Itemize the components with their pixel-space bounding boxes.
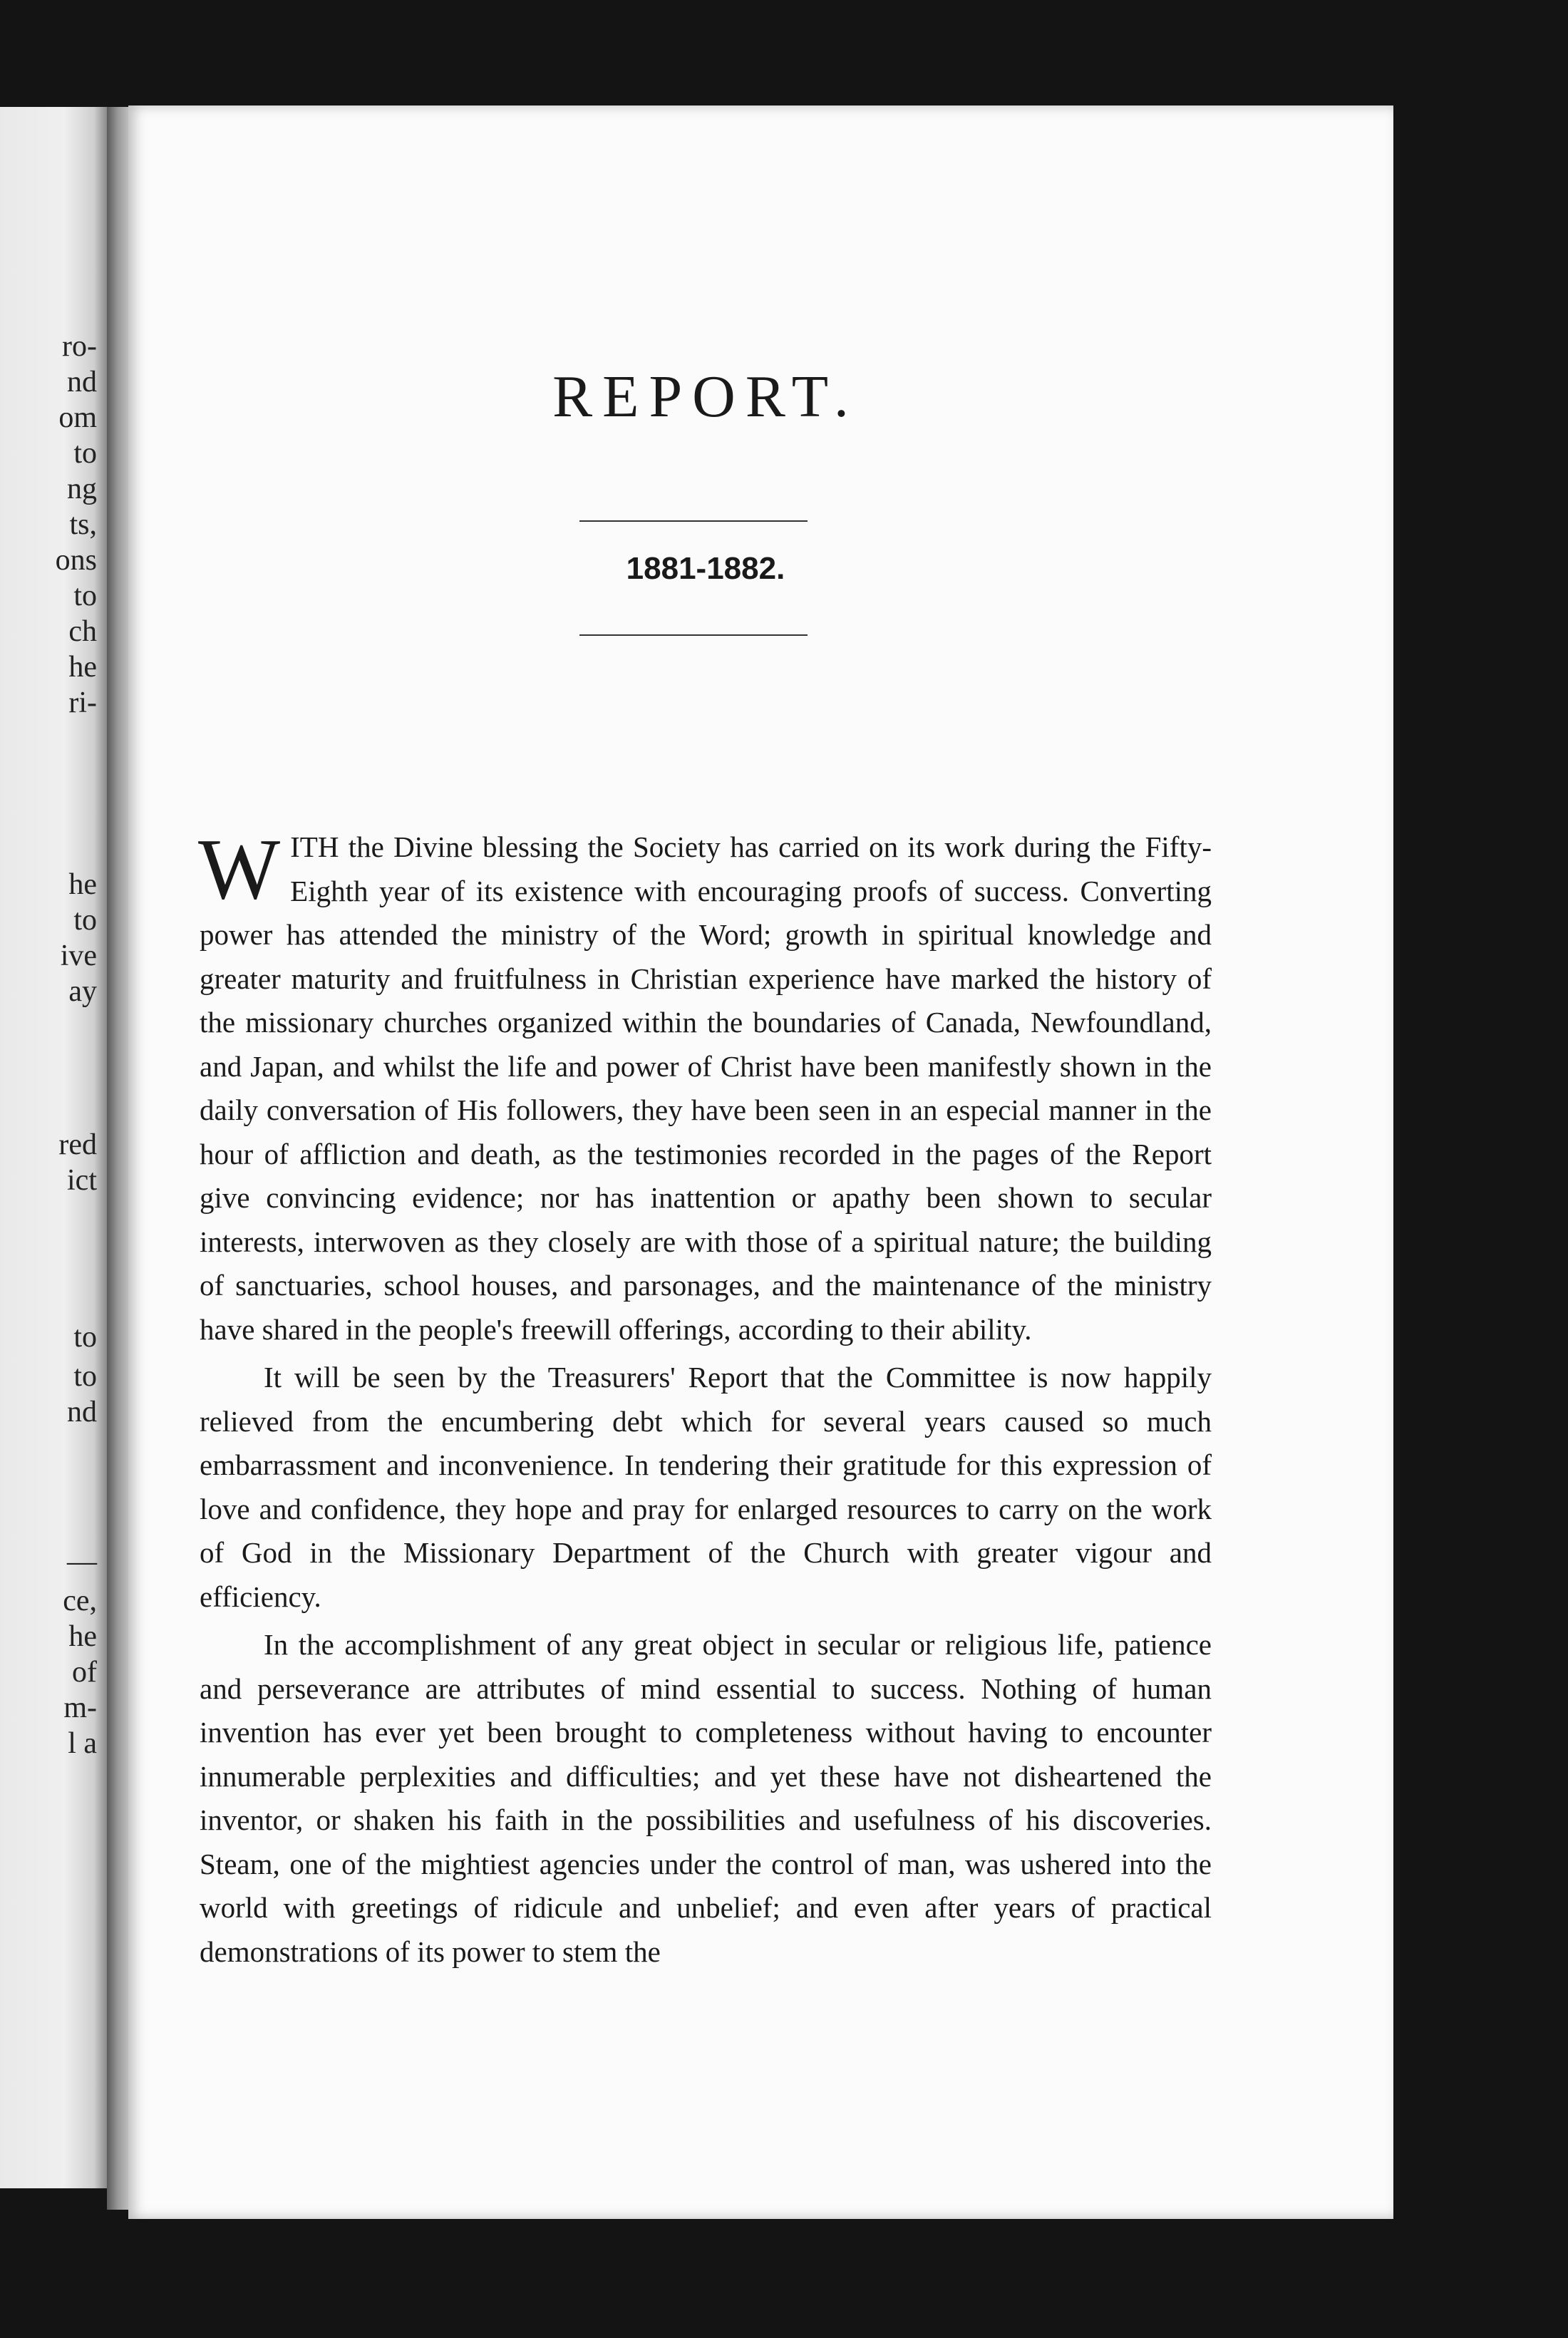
left-page-fragment: ce, (63, 1585, 97, 1617)
first-word-rest: ITH (290, 830, 339, 863)
left-page-fragment: ch (68, 615, 97, 648)
page-title: REPORT. (552, 364, 859, 430)
left-page-fragment: red (58, 1128, 97, 1161)
left-page-fragment: m- (63, 1691, 97, 1724)
left-page-edge (0, 107, 107, 2188)
left-page-fragment: ro- (62, 330, 97, 363)
right-page (128, 105, 1393, 2219)
paragraph-1-text: the Divine blessing the Society has carried on its work during the Fifty-Eighth year of its existence with encouraging proofs of success. Converting power has attended the ministry of the Word; growth in spiritual knowledge and greater maturity and fruitfulness in Christian experience have marked the history of the missionary churches organized within the boundaries of Canada, Newfoundland, and Japan, and whilst the life and power of Christ have been manifestly shown in the daily conversation of His followers, they have been seen in an especial manner in the hour of affliction and death, as the testimonies recorded in the pages of the Report give convincing evidence; nor has inattention or apathy been shown to secular interests, interwoven as they closely are with those of a spiritual nature; the building of sanctuaries, school houses, and parsonages, and the maintenance of the ministry have shared in the people's freewill offerings, according to their ability. (200, 830, 1212, 1346)
left-page-fragment: nd (67, 366, 97, 398)
report-years: 1881-1882. (626, 551, 785, 586)
left-page-fragment: ict (67, 1164, 97, 1197)
paragraph-3: In the accomplishment of any great object in secular or religious life, patience and perseverance are attributes of mind essential to success. Nothing of human invention has ever yet been brought to completeness without having to encounter innumerable perplexities and difficulties; and yet these have not disheartened the inventor, or shaken his faith in the possibilities and usefulness of his discoveries. Steam, one of the mightiest agencies under the control of man, was ushered into the world with greetings of ridicule and unbelief; and even after years of practical demonstrations of its power to stem the (200, 1628, 1212, 1968)
paragraph-1 (198, 821, 1212, 1351)
left-page-fragment: he (68, 868, 97, 901)
left-page-fragment: ng (67, 473, 97, 505)
left-page-fragment: he (68, 651, 97, 684)
report-body (198, 821, 1212, 1978)
left-page-fragment: ons (55, 544, 97, 577)
left-page-fragment: ay (68, 975, 97, 1008)
left-page-fragment: to (73, 580, 97, 612)
left-page-fragment: he (68, 1620, 97, 1653)
left-page-fragment: l a (68, 1727, 97, 1760)
left-page-fragment: nd (67, 1396, 97, 1428)
left-page-fragment: — (67, 1545, 97, 1578)
drop-cap: W (198, 821, 281, 917)
left-page-fragment: to (73, 437, 97, 470)
left-page-fragment: to (73, 904, 97, 937)
paragraph-2: It will be seen by the Treasurers' Report that the Committee is now happily relieved from the encumbering debt which for several years caused so much embarrassment and inconvenience. In tendering their gratitude for this expression of love and confidence, they hope and pray for enlarged resources to carry on the work of God in the Missionary Department of the Church with greater vigour and efficiency. (200, 1361, 1212, 1613)
title-rule-top (579, 520, 808, 522)
left-page-fragment: ts, (69, 508, 97, 541)
left-page-fragment: om (58, 401, 97, 434)
left-page-fragment: ri- (68, 686, 97, 719)
left-page-fragment: of (72, 1656, 97, 1689)
left-page-fragment: ive (60, 939, 97, 972)
left-page-fragment: to (73, 1321, 97, 1354)
left-page-fragment: to (73, 1360, 97, 1393)
title-rule-bottom (579, 634, 808, 636)
